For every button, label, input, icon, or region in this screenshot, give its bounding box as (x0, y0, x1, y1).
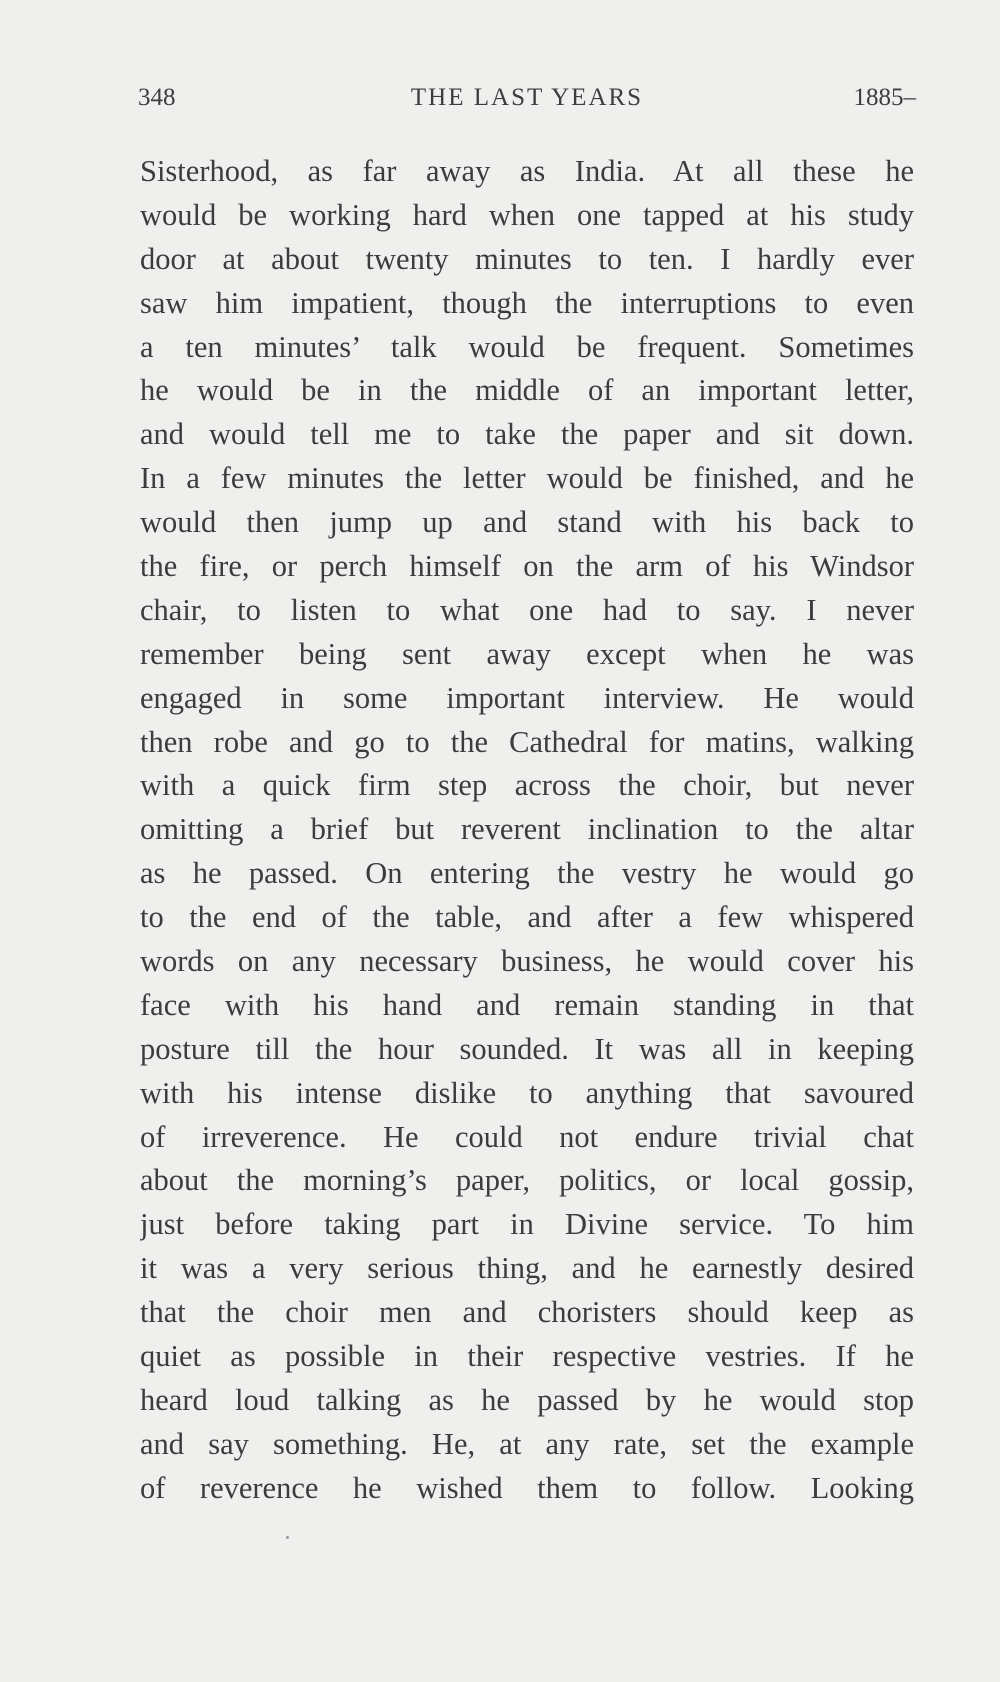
text-line: with a quick firm step across the choir, but never (140, 768, 914, 803)
text-line: engaged in some important interview. He would (140, 680, 914, 715)
running-title: THE LAST YEARS (410, 84, 644, 111)
text-line: face with his hand and remain standing in that (140, 987, 914, 1022)
text-line: he would be in the middle of an important letter, (140, 373, 914, 408)
text-line: with his intense dislike to anything that savoured (140, 1075, 914, 1110)
text-line: about the morning’s paper, politics, or local gossip, (140, 1163, 914, 1198)
text-line: that the choir men and choristers should keep as (140, 1295, 914, 1330)
text-line: In a few minutes the letter would be finished, and he (140, 461, 914, 496)
text-line: heard loud talking as he passed by he would stop (140, 1382, 914, 1417)
header-year: 1885– (853, 84, 916, 111)
body-text (140, 150, 914, 1511)
text-line: door at about twenty minutes to ten. I hardly ever (140, 241, 914, 276)
text-line: remember being sent away except when he was (140, 636, 914, 671)
text-line: as he passed. On entering the vestry he would go (140, 856, 914, 891)
text-line: of reverence he wished them to follow. Looking (140, 1470, 914, 1505)
running-header (138, 84, 916, 120)
text-line: saw him impatient, though the interruptions to even (140, 285, 914, 320)
text-line: and would tell me to take the paper and sit down. (140, 417, 914, 452)
text-line: posture till the hour sounded. It was all in keeping (140, 1031, 914, 1066)
page-number: 348 (138, 84, 176, 111)
text-line: then robe and go to the Cathedral for matins, walking (140, 724, 914, 759)
text-line: it was a very serious thing, and he earnestly desired (140, 1251, 914, 1286)
text-line: chair, to listen to what one had to say. I never (140, 592, 914, 627)
text-line: to the end of the table, and after a few whispered (140, 900, 914, 935)
text-line: a ten minutes’ talk would be frequent. Sometimes (140, 329, 914, 364)
page-speck (286, 1536, 289, 1539)
text-line: would then jump up and stand with his back to (140, 505, 914, 540)
text-line: words on any necessary business, he would cover his (140, 944, 914, 979)
text-line: Sisterhood, as far away as India. At all these he (140, 154, 914, 188)
text-line: just before taking part in Divine service. To him (140, 1207, 914, 1242)
text-line: and say something. He, at any rate, set the example (140, 1426, 914, 1461)
text-line: would be working hard when one tapped at his study (140, 197, 914, 232)
text-line: of irreverence. He could not endure trivial chat (140, 1119, 914, 1154)
text-line: quiet as possible in their respective vestries. If he (140, 1339, 914, 1374)
text-line: omitting a brief but reverent inclination to the altar (140, 812, 914, 847)
text-line: the fire, or perch himself on the arm of his Windsor (140, 549, 914, 584)
